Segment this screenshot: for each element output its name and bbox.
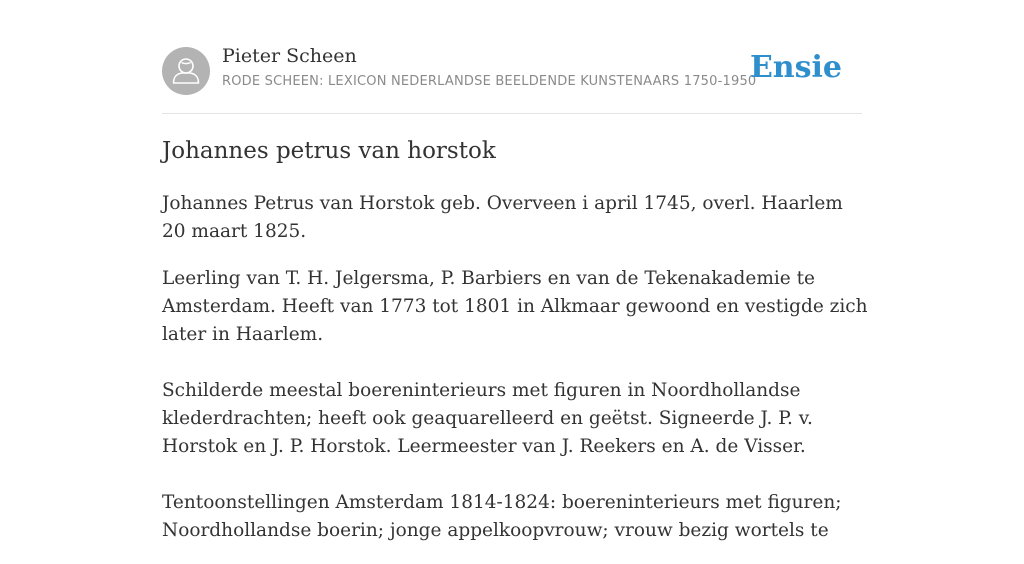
article-paragraph: Johannes Petrus van Horstok geb. Overveen i april 1745, overl. Haarlem 20 maart 1825. (162, 193, 843, 242)
source-title[interactable]: RODE SCHEEN: LEXICON NEDERLANDSE BEELDENDE KUNSTENAARS 1750-1950 (222, 74, 757, 89)
article-paragraph: Leerling van T. H. Jelgersma, P. Barbiers en van de Tekenakademie te Amsterdam. Heeft van 1773 tot 1801 in Alkmaar gewoond en vestigde zich later in Haarlem. Schilderde meestal boereninterieurs met figuren in Noordhollandse klederdrachten; heeft ook geaquarelleerd en geëtst. Signeerde J. P. v. Horstok en J. P. Horstok. Leermeester van J. Reekers en A. de Visser. Tentoonstellingen Amsterdam 1814-1824: boereninterieurs met figuren; Noordhollandse boerin; jonge appelkoopvrouw; vrouw bezig wortels te (162, 268, 868, 541)
author-name[interactable]: Pieter Scheen (222, 45, 357, 67)
user-silhouette-icon (162, 47, 210, 95)
article-header (162, 0, 862, 114)
article-page (162, 0, 868, 541)
brand-logo[interactable]: Ensie (749, 50, 842, 85)
article-title: Johannes petrus van horstok (162, 138, 496, 164)
article-body (162, 190, 872, 564)
